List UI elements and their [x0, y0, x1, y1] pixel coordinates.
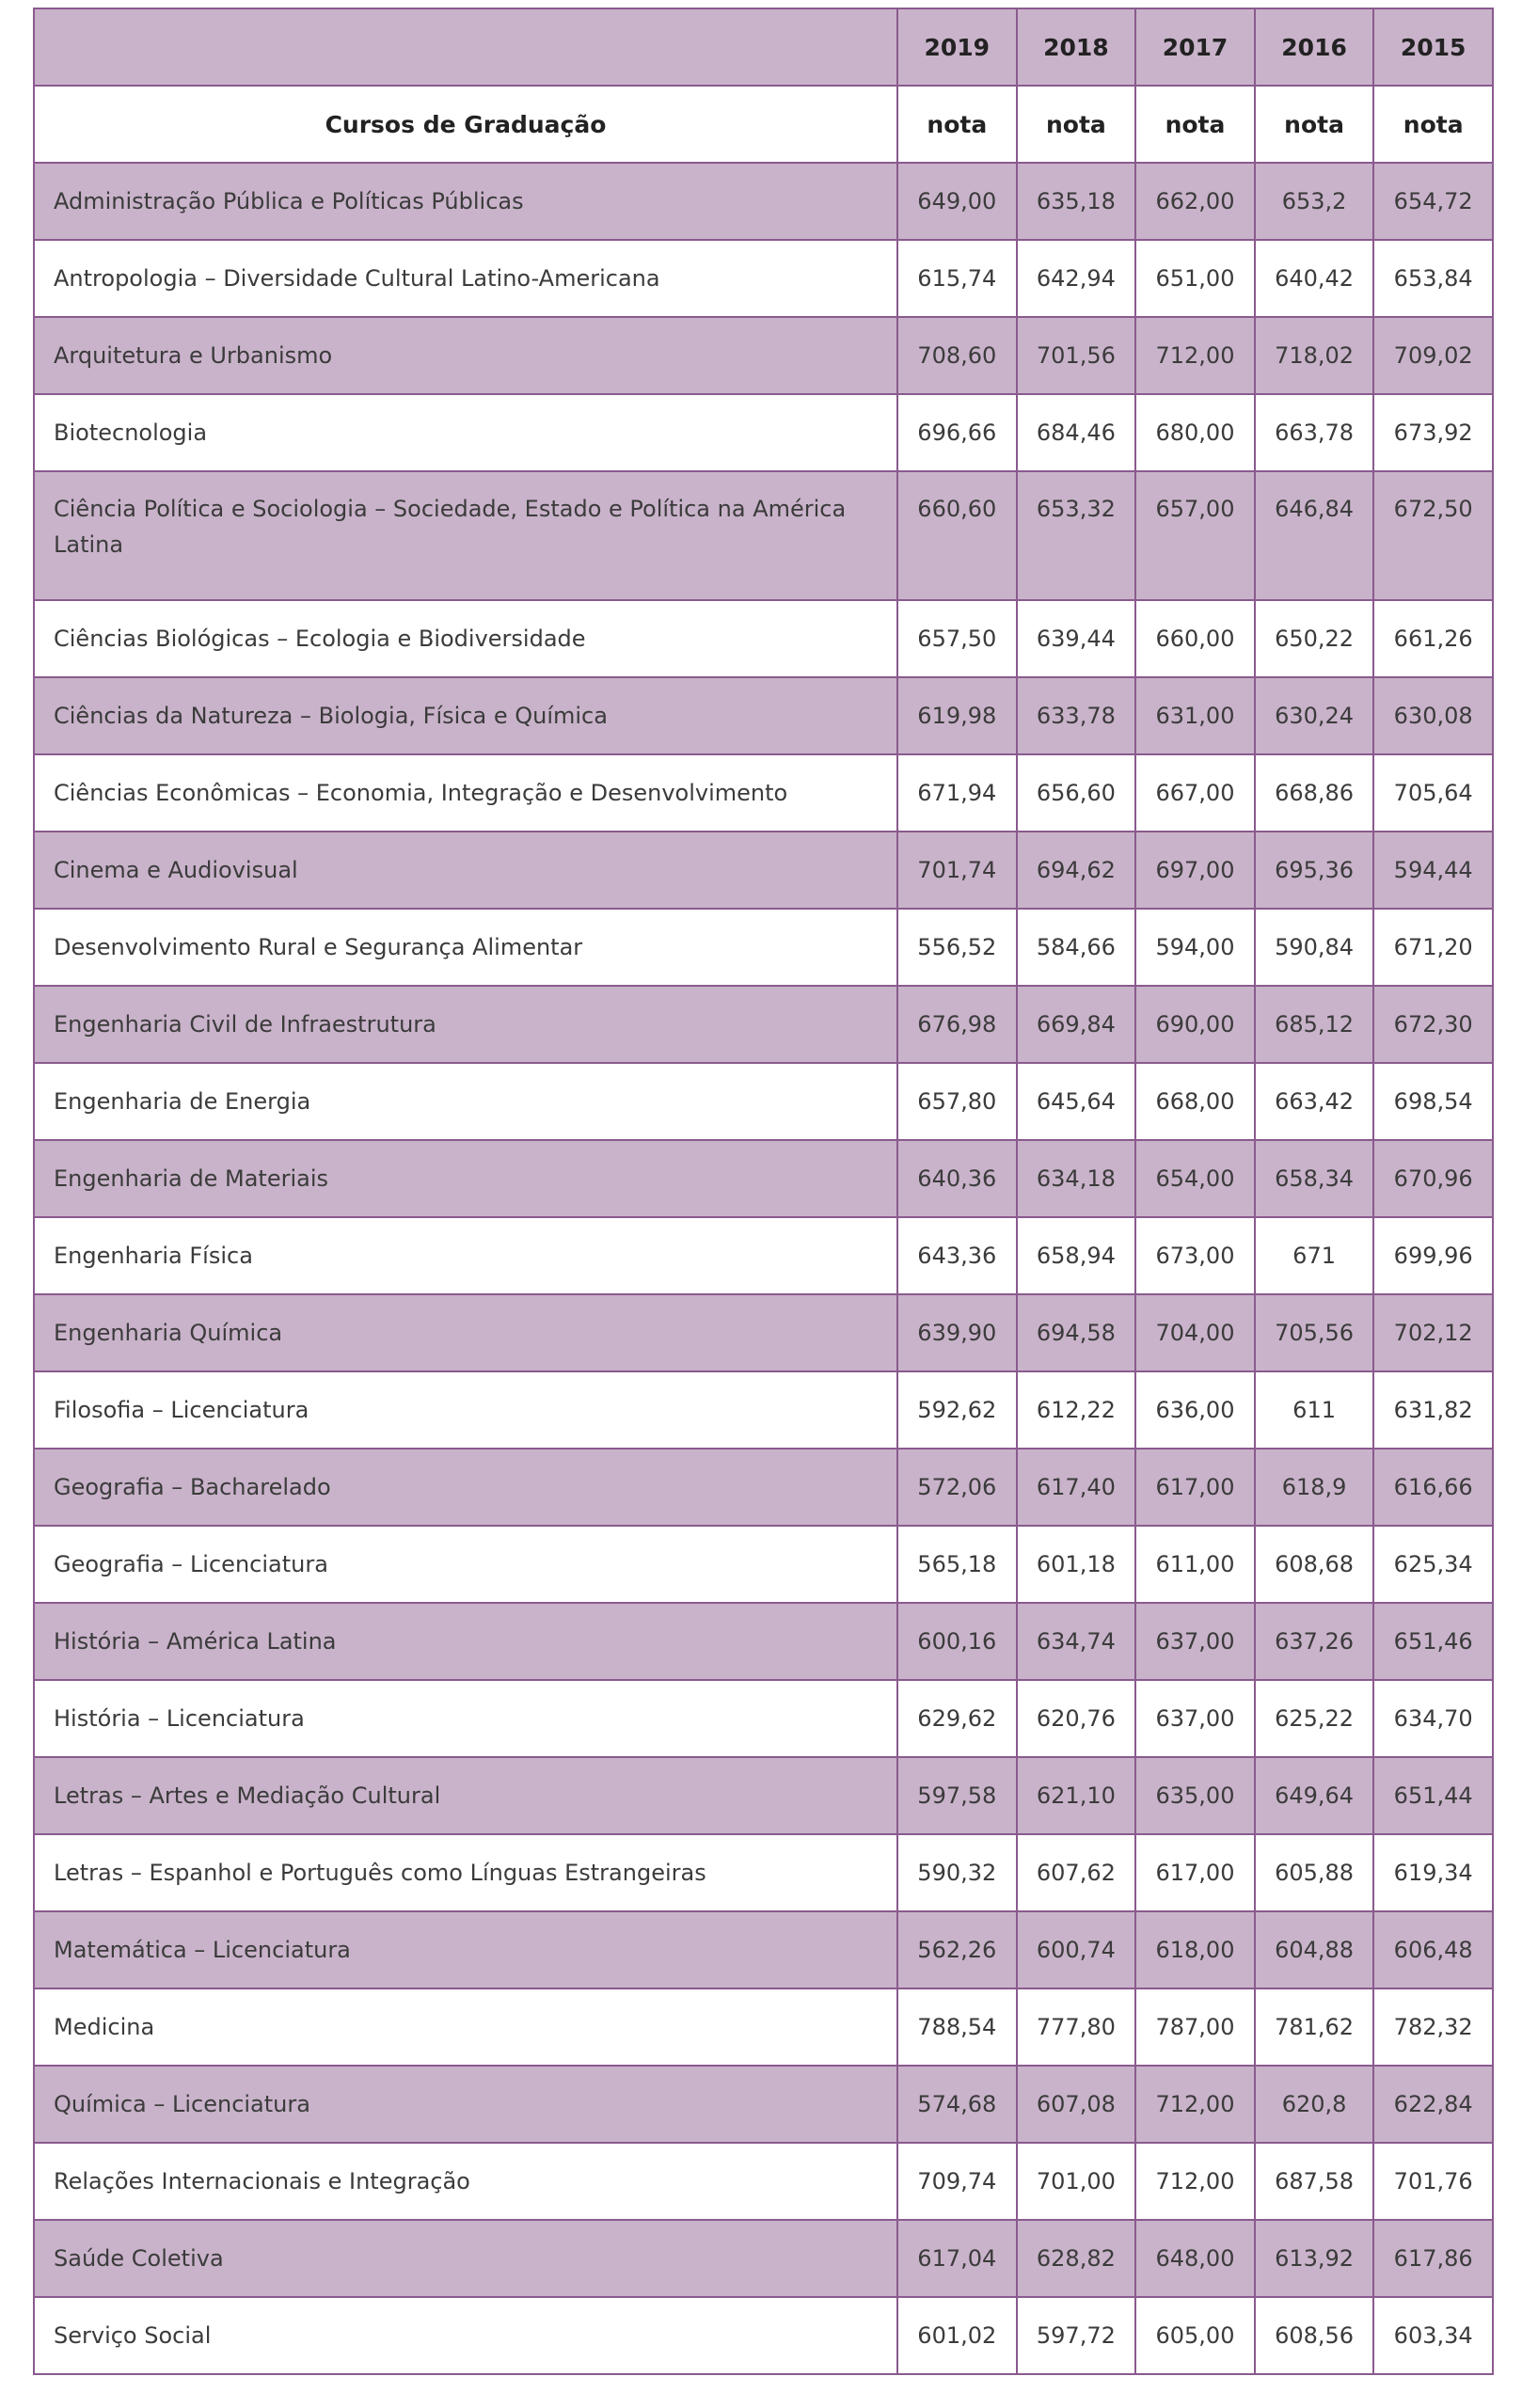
grade-cell: 645,64 [1017, 1063, 1136, 1140]
grade-cell: 660,60 [897, 471, 1017, 600]
grade-cell: 657,50 [897, 600, 1017, 677]
nota-header: nota [1017, 86, 1136, 163]
grade-cell: 642,94 [1017, 240, 1136, 317]
table-row [34, 1757, 1493, 1834]
table-row [34, 1988, 1493, 2066]
grade-cell: 594,00 [1135, 909, 1255, 986]
grade-cell: 658,34 [1255, 1140, 1374, 1217]
course-name-cell: Letras – Artes e Mediação Cultural [34, 1757, 897, 1834]
grade-cell: 628,82 [1017, 2220, 1136, 2297]
grade-cell: 603,34 [1373, 2297, 1493, 2374]
table-row [34, 1603, 1493, 1680]
empty-header-cell [34, 8, 897, 86]
nota-header: nota [897, 86, 1017, 163]
course-name-cell: História – América Latina [34, 1603, 897, 1680]
grade-cell: 718,02 [1255, 317, 1374, 394]
grade-cell: 622,84 [1373, 2066, 1493, 2143]
course-name-cell: Geografia – Bacharelado [34, 1449, 897, 1526]
grade-cell: 668,00 [1135, 1063, 1255, 1140]
grade-cell: 597,58 [897, 1757, 1017, 1834]
grade-cell: 654,00 [1135, 1140, 1255, 1217]
grade-cell: 620,76 [1017, 1680, 1136, 1757]
grade-cell: 656,60 [1017, 754, 1136, 832]
grade-cell: 671,94 [897, 754, 1017, 832]
grade-cell: 663,78 [1255, 394, 1374, 471]
grade-cell: 788,54 [897, 1988, 1017, 2066]
grade-cell: 617,86 [1373, 2220, 1493, 2297]
grade-cell: 629,62 [897, 1680, 1017, 1757]
nota-header: nota [1135, 86, 1255, 163]
grade-cell: 590,32 [897, 1834, 1017, 1911]
grade-cell: 633,78 [1017, 677, 1136, 754]
grade-cell: 712,00 [1135, 2066, 1255, 2143]
nota-header: nota [1373, 86, 1493, 163]
grade-cell: 630,08 [1373, 677, 1493, 754]
grade-cell: 631,00 [1135, 677, 1255, 754]
grade-cell: 640,36 [897, 1140, 1017, 1217]
course-name-cell: Ciências Econômicas – Economia, Integração e Desenvolvimento [34, 754, 897, 832]
year-header: 2018 [1017, 8, 1136, 86]
course-name-cell: Relações Internacionais e Integração [34, 2143, 897, 2220]
grade-cell: 649,00 [897, 163, 1017, 240]
grade-cell: 613,92 [1255, 2220, 1374, 2297]
grade-cell: 574,68 [897, 2066, 1017, 2143]
grade-cell: 572,06 [897, 1449, 1017, 1526]
year-header: 2017 [1135, 8, 1255, 86]
table-row [34, 163, 1493, 240]
grade-cell: 657,80 [897, 1063, 1017, 1140]
grade-cell: 617,00 [1135, 1449, 1255, 1526]
grade-cell: 584,66 [1017, 909, 1136, 986]
grade-cell: 694,58 [1017, 1294, 1136, 1371]
table-row [34, 1526, 1493, 1603]
grade-cell: 556,52 [897, 909, 1017, 986]
course-name-cell: Filosofia – Licenciatura [34, 1371, 897, 1449]
grade-cell: 662,00 [1135, 163, 1255, 240]
grade-cell: 619,34 [1373, 1834, 1493, 1911]
course-name-cell: Geografia – Licenciatura [34, 1526, 897, 1603]
grade-cell: 640,42 [1255, 240, 1374, 317]
grade-cell: 698,54 [1373, 1063, 1493, 1140]
grade-cell: 612,22 [1017, 1371, 1136, 1449]
table-row [34, 677, 1493, 754]
table-row [34, 1834, 1493, 1911]
course-name-cell: Engenharia Física [34, 1217, 897, 1294]
grade-cell: 630,24 [1255, 677, 1374, 754]
grade-cell: 636,00 [1135, 1371, 1255, 1449]
table-row [34, 1680, 1493, 1757]
grade-cell: 671,20 [1373, 909, 1493, 986]
table-row [34, 2297, 1493, 2374]
grade-cell: 657,00 [1135, 471, 1255, 600]
course-name-cell: Engenharia Civil de Infraestrutura [34, 986, 897, 1063]
grade-cell: 708,60 [897, 317, 1017, 394]
course-name-cell: Química – Licenciatura [34, 2066, 897, 2143]
grade-cell: 625,34 [1373, 1526, 1493, 1603]
course-name-cell: Arquitetura e Urbanismo [34, 317, 897, 394]
grade-cell: 604,88 [1255, 1911, 1374, 1988]
grades-table [33, 8, 1494, 2375]
grade-cell: 651,00 [1135, 240, 1255, 317]
table-row [34, 2143, 1493, 2220]
grade-cell: 701,74 [897, 832, 1017, 909]
grade-cell: 637,00 [1135, 1680, 1255, 1757]
grade-cell: 600,74 [1017, 1911, 1136, 1988]
grade-cell: 618,00 [1135, 1911, 1255, 1988]
year-header-row [34, 8, 1493, 86]
grade-cell: 637,00 [1135, 1603, 1255, 1680]
grade-cell: 605,88 [1255, 1834, 1374, 1911]
grade-cell: 651,46 [1373, 1603, 1493, 1680]
course-name-cell: Cinema e Audiovisual [34, 832, 897, 909]
grade-cell: 635,18 [1017, 163, 1136, 240]
grade-cell: 611,00 [1135, 1526, 1255, 1603]
grade-cell: 705,64 [1373, 754, 1493, 832]
grade-cell: 705,56 [1255, 1294, 1374, 1371]
grade-cell: 709,74 [897, 2143, 1017, 2220]
grade-cell: 687,58 [1255, 2143, 1374, 2220]
table-row [34, 471, 1493, 600]
grade-cell: 672,30 [1373, 986, 1493, 1063]
course-name-cell: Biotecnologia [34, 394, 897, 471]
course-name-cell: Matemática – Licenciatura [34, 1911, 897, 1988]
course-name-cell: Serviço Social [34, 2297, 897, 2374]
grade-cell: 695,36 [1255, 832, 1374, 909]
table-row [34, 317, 1493, 394]
grade-cell: 619,98 [897, 677, 1017, 754]
table-row [34, 909, 1493, 986]
course-name-cell: Antropologia – Diversidade Cultural Latino-Americana [34, 240, 897, 317]
table-row [34, 1911, 1493, 1988]
year-header: 2016 [1255, 8, 1374, 86]
grade-cell: 672,50 [1373, 471, 1493, 600]
grade-cell: 696,66 [897, 394, 1017, 471]
grade-cell: 704,00 [1135, 1294, 1255, 1371]
grade-cell: 625,22 [1255, 1680, 1374, 1757]
grade-cell: 594,44 [1373, 832, 1493, 909]
year-header: 2019 [897, 8, 1017, 86]
course-name-cell: Administração Pública e Políticas Públicas [34, 163, 897, 240]
grade-cell: 690,00 [1135, 986, 1255, 1063]
table-row [34, 986, 1493, 1063]
course-name-cell: Medicina [34, 1988, 897, 2066]
grade-cell: 606,48 [1373, 1911, 1493, 1988]
grade-cell: 608,68 [1255, 1526, 1374, 1603]
grade-cell: 673,92 [1373, 394, 1493, 471]
grade-cell: 673,00 [1135, 1217, 1255, 1294]
course-name-cell: Ciência Política e Sociologia – Sociedade, Estado e Política na América Latina [34, 471, 897, 600]
grade-cell: 702,12 [1373, 1294, 1493, 1371]
grade-cell: 701,76 [1373, 2143, 1493, 2220]
grade-cell: 709,02 [1373, 317, 1493, 394]
grade-cell: 699,96 [1373, 1217, 1493, 1294]
grade-cell: 611 [1255, 1371, 1374, 1449]
grade-cell: 676,98 [897, 986, 1017, 1063]
course-name-cell: História – Licenciatura [34, 1680, 897, 1757]
grade-cell: 701,00 [1017, 2143, 1136, 2220]
table-row [34, 2066, 1493, 2143]
subheader-row [34, 86, 1493, 163]
grade-cell: 634,70 [1373, 1680, 1493, 1757]
grade-cell: 639,44 [1017, 600, 1136, 677]
table-row [34, 394, 1493, 471]
grade-cell: 617,04 [897, 2220, 1017, 2297]
grade-cell: 634,74 [1017, 1603, 1136, 1680]
grade-cell: 607,08 [1017, 2066, 1136, 2143]
grade-cell: 590,84 [1255, 909, 1374, 986]
grade-cell: 777,80 [1017, 1988, 1136, 2066]
grade-cell: 565,18 [897, 1526, 1017, 1603]
grade-cell: 618,9 [1255, 1449, 1374, 1526]
grade-cell: 608,56 [1255, 2297, 1374, 2374]
course-name-cell: Desenvolvimento Rural e Segurança Alimentar [34, 909, 897, 986]
grade-cell: 643,36 [897, 1217, 1017, 1294]
year-header: 2015 [1373, 8, 1493, 86]
grade-cell: 616,66 [1373, 1449, 1493, 1526]
grade-cell: 653,84 [1373, 240, 1493, 317]
grade-cell: 712,00 [1135, 2143, 1255, 2220]
grade-cell: 650,22 [1255, 600, 1374, 677]
grade-cell: 667,00 [1135, 754, 1255, 832]
course-name-cell: Engenharia de Materiais [34, 1140, 897, 1217]
grade-cell: 601,02 [897, 2297, 1017, 2374]
grade-cell: 620,8 [1255, 2066, 1374, 2143]
table-row [34, 1063, 1493, 1140]
course-name-cell: Saúde Coletiva [34, 2220, 897, 2297]
course-name-cell: Ciências da Natureza – Biologia, Física e Química [34, 677, 897, 754]
course-name-cell: Engenharia de Energia [34, 1063, 897, 1140]
table-row [34, 754, 1493, 832]
grade-cell: 661,26 [1373, 600, 1493, 677]
course-name-cell: Engenharia Química [34, 1294, 897, 1371]
table-row [34, 2220, 1493, 2297]
grade-cell: 639,90 [897, 1294, 1017, 1371]
table-row [34, 832, 1493, 909]
grade-cell: 712,00 [1135, 317, 1255, 394]
grade-cell: 562,26 [897, 1911, 1017, 1988]
grade-cell: 592,62 [897, 1371, 1017, 1449]
grade-cell: 697,00 [1135, 832, 1255, 909]
grade-cell: 631,82 [1373, 1371, 1493, 1449]
table-row [34, 1449, 1493, 1526]
grade-cell: 781,62 [1255, 1988, 1374, 2066]
grade-cell: 685,12 [1255, 986, 1374, 1063]
grades-table-container [33, 8, 1494, 2375]
grade-cell: 637,26 [1255, 1603, 1374, 1680]
grade-cell: 671 [1255, 1217, 1374, 1294]
grade-cell: 653,2 [1255, 163, 1374, 240]
table-row [34, 240, 1493, 317]
grade-cell: 660,00 [1135, 600, 1255, 677]
table-row [34, 600, 1493, 677]
grade-cell: 635,00 [1135, 1757, 1255, 1834]
table-row [34, 1371, 1493, 1449]
grade-cell: 663,42 [1255, 1063, 1374, 1140]
grade-cell: 634,18 [1017, 1140, 1136, 1217]
grade-cell: 653,32 [1017, 471, 1136, 600]
grade-cell: 787,00 [1135, 1988, 1255, 2066]
grade-cell: 694,62 [1017, 832, 1136, 909]
table-row [34, 1140, 1493, 1217]
grade-cell: 617,00 [1135, 1834, 1255, 1911]
grade-cell: 607,62 [1017, 1834, 1136, 1911]
grade-cell: 648,00 [1135, 2220, 1255, 2297]
grade-cell: 651,44 [1373, 1757, 1493, 1834]
grade-cell: 621,10 [1017, 1757, 1136, 1834]
grade-cell: 615,74 [897, 240, 1017, 317]
grade-cell: 668,86 [1255, 754, 1374, 832]
grade-cell: 605,00 [1135, 2297, 1255, 2374]
grade-cell: 646,84 [1255, 471, 1374, 600]
nota-header: nota [1255, 86, 1374, 163]
grade-cell: 649,64 [1255, 1757, 1374, 1834]
grade-cell: 680,00 [1135, 394, 1255, 471]
table-row [34, 1294, 1493, 1371]
course-name-cell: Ciências Biológicas – Ecologia e Biodiversidade [34, 600, 897, 677]
grade-cell: 597,72 [1017, 2297, 1136, 2374]
grade-cell: 670,96 [1373, 1140, 1493, 1217]
table-body [34, 163, 1493, 2374]
grade-cell: 601,18 [1017, 1526, 1136, 1603]
grade-cell: 658,94 [1017, 1217, 1136, 1294]
grade-cell: 654,72 [1373, 163, 1493, 240]
grade-cell: 782,32 [1373, 1988, 1493, 2066]
course-name-cell: Letras – Espanhol e Português como Línguas Estrangeiras [34, 1834, 897, 1911]
grade-cell: 600,16 [897, 1603, 1017, 1680]
table-row [34, 1217, 1493, 1294]
grade-cell: 684,46 [1017, 394, 1136, 471]
grade-cell: 701,56 [1017, 317, 1136, 394]
grade-cell: 669,84 [1017, 986, 1136, 1063]
course-column-header: Cursos de Graduação [34, 86, 897, 163]
grade-cell: 617,40 [1017, 1449, 1136, 1526]
